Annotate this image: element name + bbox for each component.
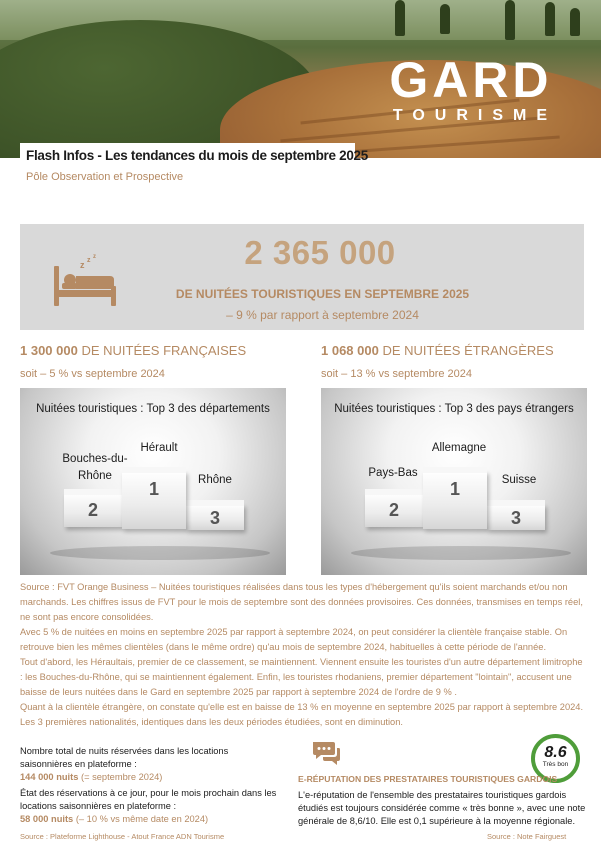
french-nights-value: 1 300 000 <box>20 343 78 358</box>
podium-third-label: Suisse <box>501 474 537 486</box>
rentals-value-forecast: 58 000 nuits <box>20 814 74 824</box>
ereputation-title: E-RÉPUTATION DES PRESTATAIRES TOURISTIQUES GARDOIS <box>298 774 558 784</box>
podium-second-label: Bouches-du-Rhône <box>62 453 128 482</box>
rentals-value-total: 144 000 nuits <box>20 772 79 782</box>
podium-step-first <box>423 471 487 529</box>
hero-cypress <box>570 8 580 36</box>
page-subtitle: Pôle Observation et Prospective <box>26 171 184 183</box>
podium-number-3: 3 <box>209 508 220 528</box>
total-nights-panel <box>20 224 584 330</box>
rating-label: Très bon <box>542 761 569 768</box>
podium-first-label: Hérault <box>140 442 178 454</box>
rentals-value-forecast-line <box>20 813 282 826</box>
podium-step-third <box>186 504 244 530</box>
podium-step-second <box>365 493 423 527</box>
analysis-notes <box>20 580 585 730</box>
rentals-source: Source : Plateforme Lighthouse - Atout France ADN Tourisme <box>20 832 225 841</box>
podium-number-1: 1 <box>449 479 460 499</box>
title-band <box>20 143 368 167</box>
seasonal-rentals-block <box>20 745 282 826</box>
podium-step-second <box>64 493 122 527</box>
rentals-value-total-line <box>20 771 282 784</box>
podium-third-label: Rhône <box>198 474 232 486</box>
podium-number-3: 3 <box>510 508 521 528</box>
podium-step-first <box>122 471 186 529</box>
podium-first-label: Allemagne <box>431 442 487 454</box>
hero-cypress <box>545 2 555 36</box>
total-nights-change: – 9 % par rapport à septembre 2024 <box>226 308 419 322</box>
rentals-label-total: Nombre total de nuits réservées dans les locations saisonnières en plateforme : <box>20 746 229 769</box>
ereputation-body: L'e-réputation de l'ensemble des prestataires touristiques gardois étudiés est toujours considérée comme « très bonne », avec une note générale de 8,6/10. Elle est 0,1 supérieure à la moyenne régionale. <box>298 790 586 826</box>
logo-main-text: GARD <box>389 52 553 108</box>
chat-bubbles-icon <box>311 740 341 766</box>
foreign-nights-change: soit – 13 % vs septembre 2024 <box>321 368 473 380</box>
page-title: Flash Infos - Les tendances du mois de septembre 2025 <box>26 148 368 163</box>
podium-shadow <box>50 546 270 560</box>
foreign-nights-label: DE NUITÉES ÉTRANGÈRES <box>378 343 554 358</box>
podium-number-1: 1 <box>148 479 159 499</box>
analysis-paragraph: Tout d'abord, les Héraultais, premier de ce classement, se maintiennent. Viennent ensuite les touristes d'un autre département limitrophe : les Bouches-du-Rhône, qui se maintiennent également. Enfin, les touristes rhodaniens, premier département "lointain", accusent une baisse de leurs nuitées dans le Gard en septembre 2025 par rapport à septembre 2024 de l'ordre de 9 % . <box>20 657 583 697</box>
gard-tourisme-logo <box>385 52 557 125</box>
podium-second-label: Pays-Bas <box>368 467 418 479</box>
logo-sub-text: TOURISME <box>392 107 557 124</box>
french-nights-change: soit – 5 % vs septembre 2024 <box>20 368 165 380</box>
hero-cypress <box>395 0 405 36</box>
total-nights-value: 2 365 000 <box>244 234 396 271</box>
analysis-paragraph: Les 3 premières nationalités, identiques dans les deux périodes étudiées, sont en diminution. <box>20 717 403 727</box>
foreign-nights-heading <box>321 343 554 358</box>
hero-cypress <box>440 4 450 34</box>
analysis-paragraph: Avec 5 % de nuitées en moins en septembre 2025 par rapport à septembre 2024, on peut considérer la clientèle française stable. On retrouve bien les mêmes clientèles (dans le même ordre) qu'au mois de septembre 2024, habituelles à cette période de l'année. <box>20 627 568 652</box>
podium-title: Nuitées touristiques : Top 3 des pays étrangers <box>334 403 574 415</box>
rentals-compare-forecast: (– 10 % vs même date en 2024) <box>73 814 209 824</box>
foreign-nights-value: 1 068 000 <box>321 343 379 358</box>
french-nights-heading <box>20 343 246 358</box>
podium-number-2: 2 <box>87 500 98 520</box>
ereputation-source: Source : Note Fairguest <box>487 832 567 841</box>
rating-value: 8.6 <box>544 744 567 761</box>
source-note: Source : FVT Orange Business – Nuitées touristiques réalisées dans tous les types d'hébergement qu'ils soient marchands et/ou non marchands. Les chiffres issus de FVT pour le mois de septembre sont des données provisoires. Ces données, transmises en temps réel, ne sont pas encore consolidées. <box>20 582 583 622</box>
svg-text:z: z <box>93 254 96 260</box>
rentals-compare-total: (= septembre 2024) <box>78 772 163 782</box>
french-nights-label: DE NUITÉES FRANÇAISES <box>77 343 247 358</box>
svg-text:z: z <box>87 257 91 264</box>
hero-cypress <box>505 0 515 40</box>
svg-text:z: z <box>80 260 85 270</box>
departments-podium <box>20 388 286 575</box>
hero-banner <box>0 0 601 158</box>
total-nights-label: DE NUITÉES TOURISTIQUES EN SEPTEMBRE 2025 <box>175 287 470 301</box>
podium-number-2: 2 <box>388 500 399 520</box>
rentals-label-forecast: État des réservations à ce jour, pour le mois prochain dans les locations saisonnières en plateforme : <box>20 788 277 811</box>
analysis-paragraph: Quant à la clientèle étrangère, on constate qu'elle est en baisse de 13 % en moyenne en septembre 2025 par rapport à septembre 2024. <box>20 702 584 712</box>
podium-shadow <box>351 546 571 560</box>
countries-podium <box>321 388 587 575</box>
podium-title: Nuitées touristiques : Top 3 des départements <box>36 403 270 415</box>
podium-step-third <box>487 504 545 530</box>
